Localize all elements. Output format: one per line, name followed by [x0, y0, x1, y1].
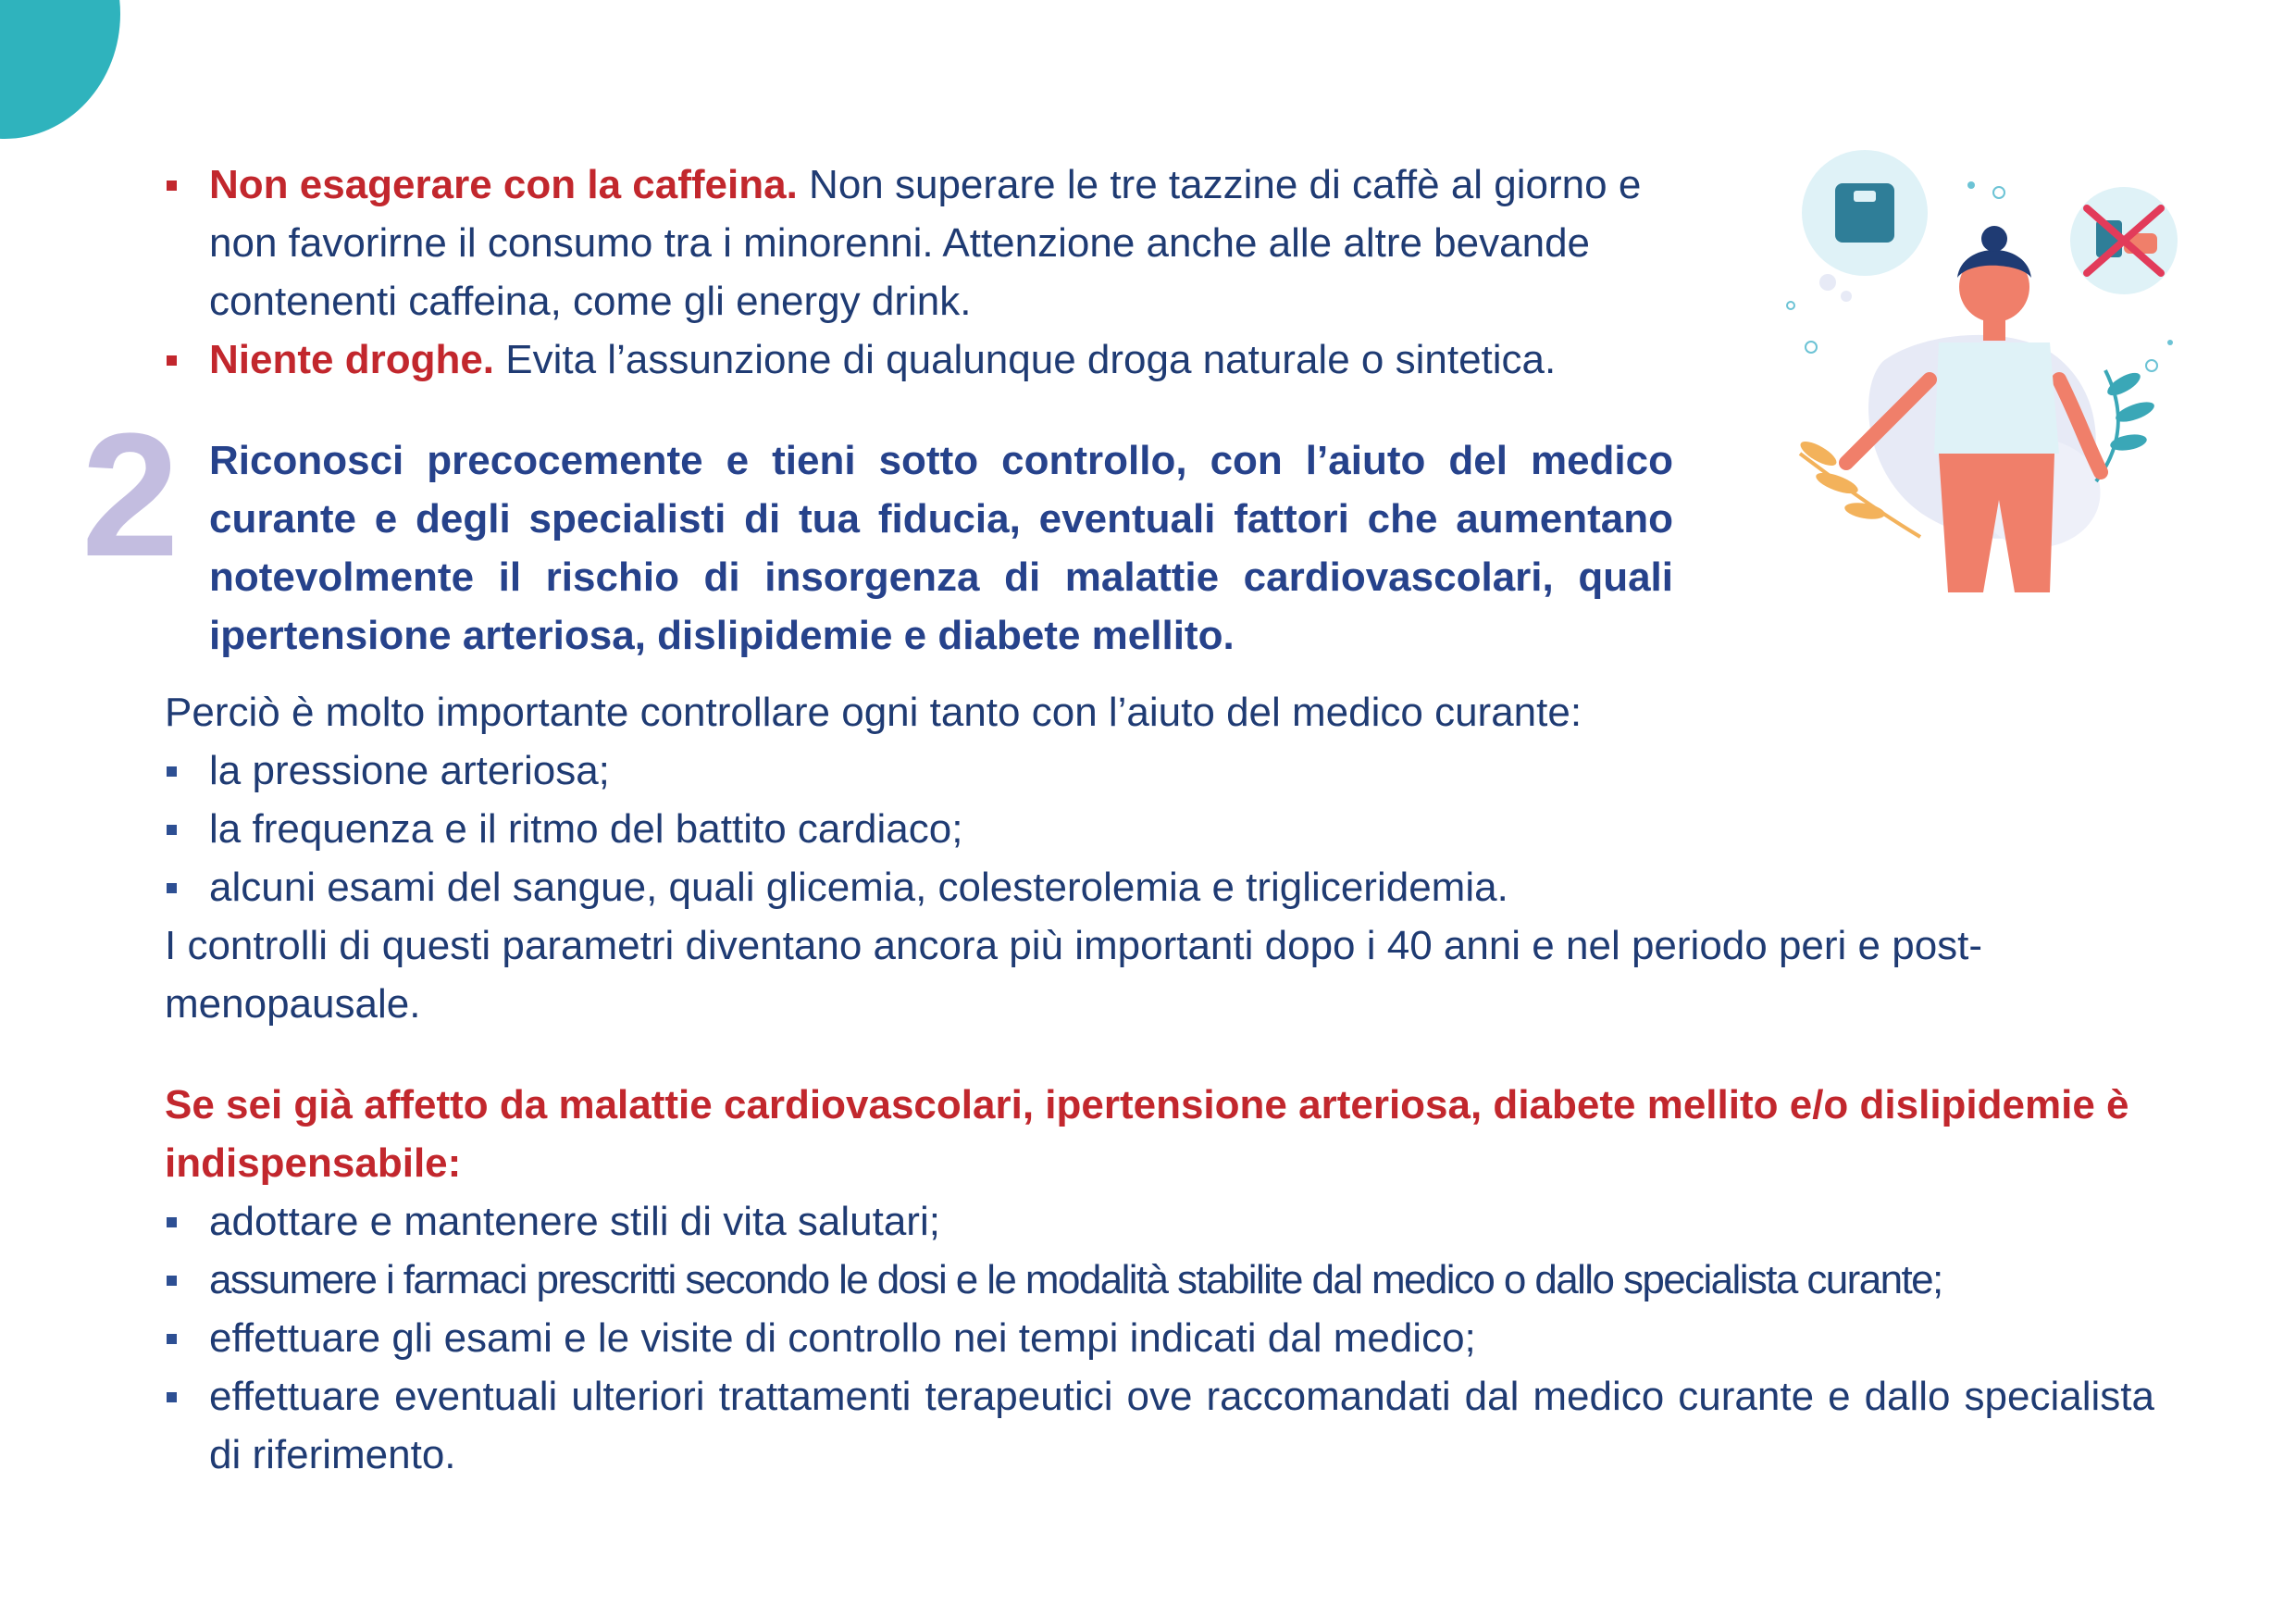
woman-scale-illustration: [1772, 148, 2216, 592]
list-item: [165, 156, 1675, 330]
item-text: Non superare le tre tazzine di caffè al giorno e non favorirne il consumo tra i minorenni. Attenzione anche alle altre bevande contenenti caffeina, come gli energy drink.: [209, 162, 1642, 324]
list-item: effettuare eventuali ulteriori trattamenti terapeutici ove raccomandati dal medico curante e dallo specialista di riferimento.: [165, 1367, 2154, 1484]
lifestyle-list: [165, 156, 1675, 389]
list-item: la frequenza e il ritmo del battito cardiaco;: [165, 800, 2154, 858]
item-highlight: Niente droghe.: [209, 337, 495, 382]
controls-section: [165, 683, 2154, 1033]
step-number: 2: [81, 397, 180, 593]
warning-section: [165, 1076, 2154, 1484]
list-item: adottare e mantenere stili di vita salutari;: [165, 1192, 2154, 1251]
controls-intro: Perciò è molto importante controllare ogni tanto con l’aiuto del medico curante:: [165, 690, 1582, 735]
item-highlight: Non esagerare con la caffeina.: [209, 162, 798, 207]
list-item: effettuare gli esami e le visite di controllo nei tempi indicati dal medico;: [165, 1309, 2154, 1367]
list-item: la pressione arteriosa;: [165, 741, 2154, 800]
warning-heading: Se sei già affetto da malattie cardiovascolari, ipertensione arteriosa, diabete mellito e/o dislipidemie è indispensabile:: [165, 1082, 2129, 1186]
list-item: [165, 330, 1675, 389]
step-2-text: Riconosci precocemente e tieni sotto controllo, con l’aiuto del medico curante e degli specialisti di tua fiducia, eventuali fattori che aumentano notevolmente il rischio di insorgenza di malattie cardiovascolari, quali ipertensione arteriosa, dislipidemie e diabete mellito.: [209, 438, 1673, 658]
item-text: Evita l’assunzione di qualunque droga naturale o sintetica.: [494, 337, 1557, 382]
list-item: assumere i farmaci prescritti secondo le dosi e le modalità stabilite dal medico o dallo specialista curante;: [165, 1251, 2154, 1309]
list-item: alcuni esami del sangue, quali glicemia, colesterolemia e trigliceridemia.: [165, 858, 2154, 916]
controls-note: I controlli di questi parametri diventano ancora più importanti dopo i 40 anni e nel periodo peri e post-menopausale.: [165, 923, 1983, 1027]
corner-decoration: [0, 0, 120, 139]
